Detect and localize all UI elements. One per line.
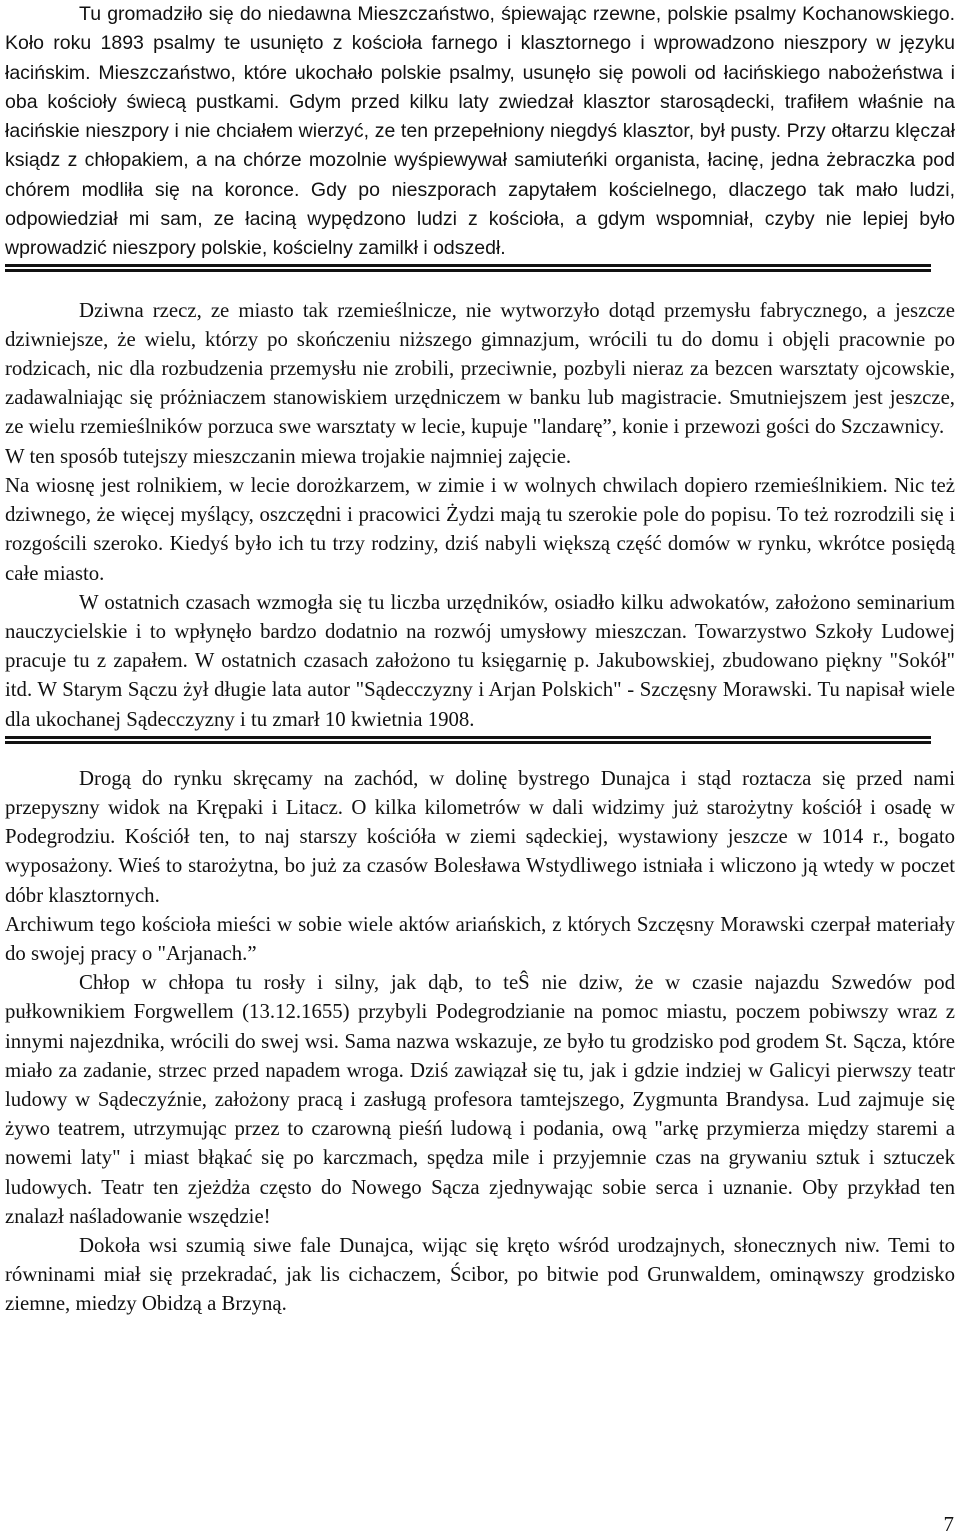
double-rule-divider (5, 264, 931, 272)
paragraph: Archiwum tego kościoła mieści w sobie wiele aktów ariańskich, z których Szczęsny Morawski czerpał materiały do swojej pracy o "Arjanach.” (5, 912, 955, 965)
paragraph: Drogą do rynku skręcamy na zachód, w dolinę bystrego Dunajca i stąd roztacza się przed nami przepyszny widok na Krępaki i Litacz. O kilka kilometrów w dali widzimy już starożytny kościół i osadę w Podegrodziu. Kościół ten, to naj starszy kościóła w ziemi sądeckiej, wystawiony jeszcze w 1014 r., bogato wyposażony. Wieś to starożytna, bo już za czasów Bolesława Wstydliwego istniała i wliczono ją wtedy w poczet dóbr klasztornych. (5, 766, 955, 907)
text-section-2 (5, 296, 955, 734)
text-section-1 (5, 0, 955, 264)
paragraph: Tu gromadziło się do niedawna Mieszczaństwo, śpiewając rzewne, polskie psalmy Kochanowskiego. Koło roku 1893 psalmy te usunięto z kościoła farnego i klasztornego i wprowadzono nieszpory w języku łacińskim. Mieszczaństwo, które ukochało polskie psalmy, usunęło się powoli od łacińskiego nabożeństwa i oba kościoły świecą pustkami. Gdym przed kilku laty zwiedzał klasztor starosądecki, trafiłem właśnie na łacińskie nieszpory i nie chciałem wierzyć, ze ten przepełniony niegdyś klasztor, był pusty. Przy ołtarzu klęczał ksiądz z chłopakiem, a na chórze mozolnie wyśpiewywał samiuteńki organista, łacinę, jedna żebraczka pod chórem modliła się na koronce. Gdy po nieszporach zapytałem kościelnego, dlaczego tak mało ludzi, odpowiedział mi sam, ze łaciną wypędzono ludzi z kościoła, a gdym wspomniał, czyby nie lepiej było wprowadzić nieszpory polskie, kościelny zamilkł i odszedł. (5, 3, 955, 260)
paragraph: Chłop w chłopa tu rosły i silny, jak dąb, to teŜ nie dziw, że w czasie najazdu Szwedów pod pułkownikiem Forgwellem (13.12.1655) przybyli Podegrodzianie na pomoc miastu, poczem pobiwszy wraz z innymi najezdnika, wrócili do swej wsi. Sama nazwa wskazuje, ze było tu grodzisko pod grodem St. Sącza, które miało za zadanie, strzec przed napadem wroga. Dziś zawiązał się tu, jak i gdzie indziej w Galicyi pierwszy teatr ludowy w Sądeczyźnie, założony pracą i zasługą profesora tamtejszego, Zygmunta Brandysa. Lud zajmuje się żywo teatrem, utrzymując przez to czarowną pieśń ludową i podania, ową "arkę przymierza między staremi a nowemi laty" i miast błąkać się po karczmach, spędza mile i przyjemnie czas na grywaniu sztuk i sztuczek ludowych. Teatr ten zjeżdża często do Nowego Sącza zjednywając sobie serca i uznanie. Oby przykład ten znalazł naśladowanie wszędzie! (5, 971, 955, 1228)
paragraph: Na wiosnę jest rolnikiem, w lecie dorożkarzem, w zimie i w wolnych chwilach dopiero rzemieślnikiem. Nic też dziwnego, że więcej myślący, oszczędni i pracowici Żydzi mają tu szerokie pole do popisu. To też rozrodzili się i rozgościli szeroko. Kiedyś było ich tu trzy rodziny, dziś nabyli większą część domów w rynku, wkrótce posiędą całe miasto. (5, 473, 955, 585)
document-page (5, 0, 955, 1319)
double-rule-divider (5, 736, 931, 744)
paragraph: Dokoła wsi szumią siwe fale Dunajca, wijąc się kręto wśród urodzajnych, słonecznych niw. Temi to równinami miał się przekradać, jak lis cichaczem, Ścibor, po bitwie pod Grunwaldem, ominąwszy grodzisko ziemne, miedzy Obidzą a Brzyną. (5, 1233, 955, 1316)
paragraph: Dziwna rzecz, ze miasto tak rzemieślnicze, nie wytworzyło dotąd przemysłu fabrycznego, a jeszcze dziwniejsze, że wielu, którzy po skończeniu niższego gimnazjum, wrócili tu do domu i objęli pracownie po rodzicach, nic dla rozbudzenia przemysłu nie zrobili, przeciwnie, pozbyli nieraz za bezcen warsztaty ojcowskie, zadawalniając się próżniaczem stanowiskiem urzędniczem w banku lub magistracie. Smutniejszem jest jeszcze, ze wielu rzemieślników porzuca swe warsztaty w lecie, kupuje "landarę”, konie i przewozi gości do Szczawnicy. (5, 298, 955, 439)
paragraph: W ten sposób tutejszy mieszczanin miewa trojakie najmniej zajęcie. (5, 444, 572, 468)
text-section-3 (5, 764, 955, 1319)
paragraph: W ostatnich czasach wzmogła się tu liczba urzędników, osiadło kilku adwokatów, założono seminarium nauczycielskie i to wpłynęło bardzo dodatnio na rozwój umysłowy mieszczan. Towarzystwo Szkoły Ludowej pracuje tu z zapałem. W ostatnich czasach założono tu księgarnię p. Jakubowskiej, zbudowano piękny "Sokół" itd. W Starym Sączu żył długie lata autor "Sądecczyzny i Arjan Polskich" - Szczęsny Morawski. Tu napisał wiele dla ukochanej Sądecczyzny i tu zmarł 10 kwietnia 1908. (5, 590, 955, 731)
page-number: 7 (943, 1512, 954, 1536)
